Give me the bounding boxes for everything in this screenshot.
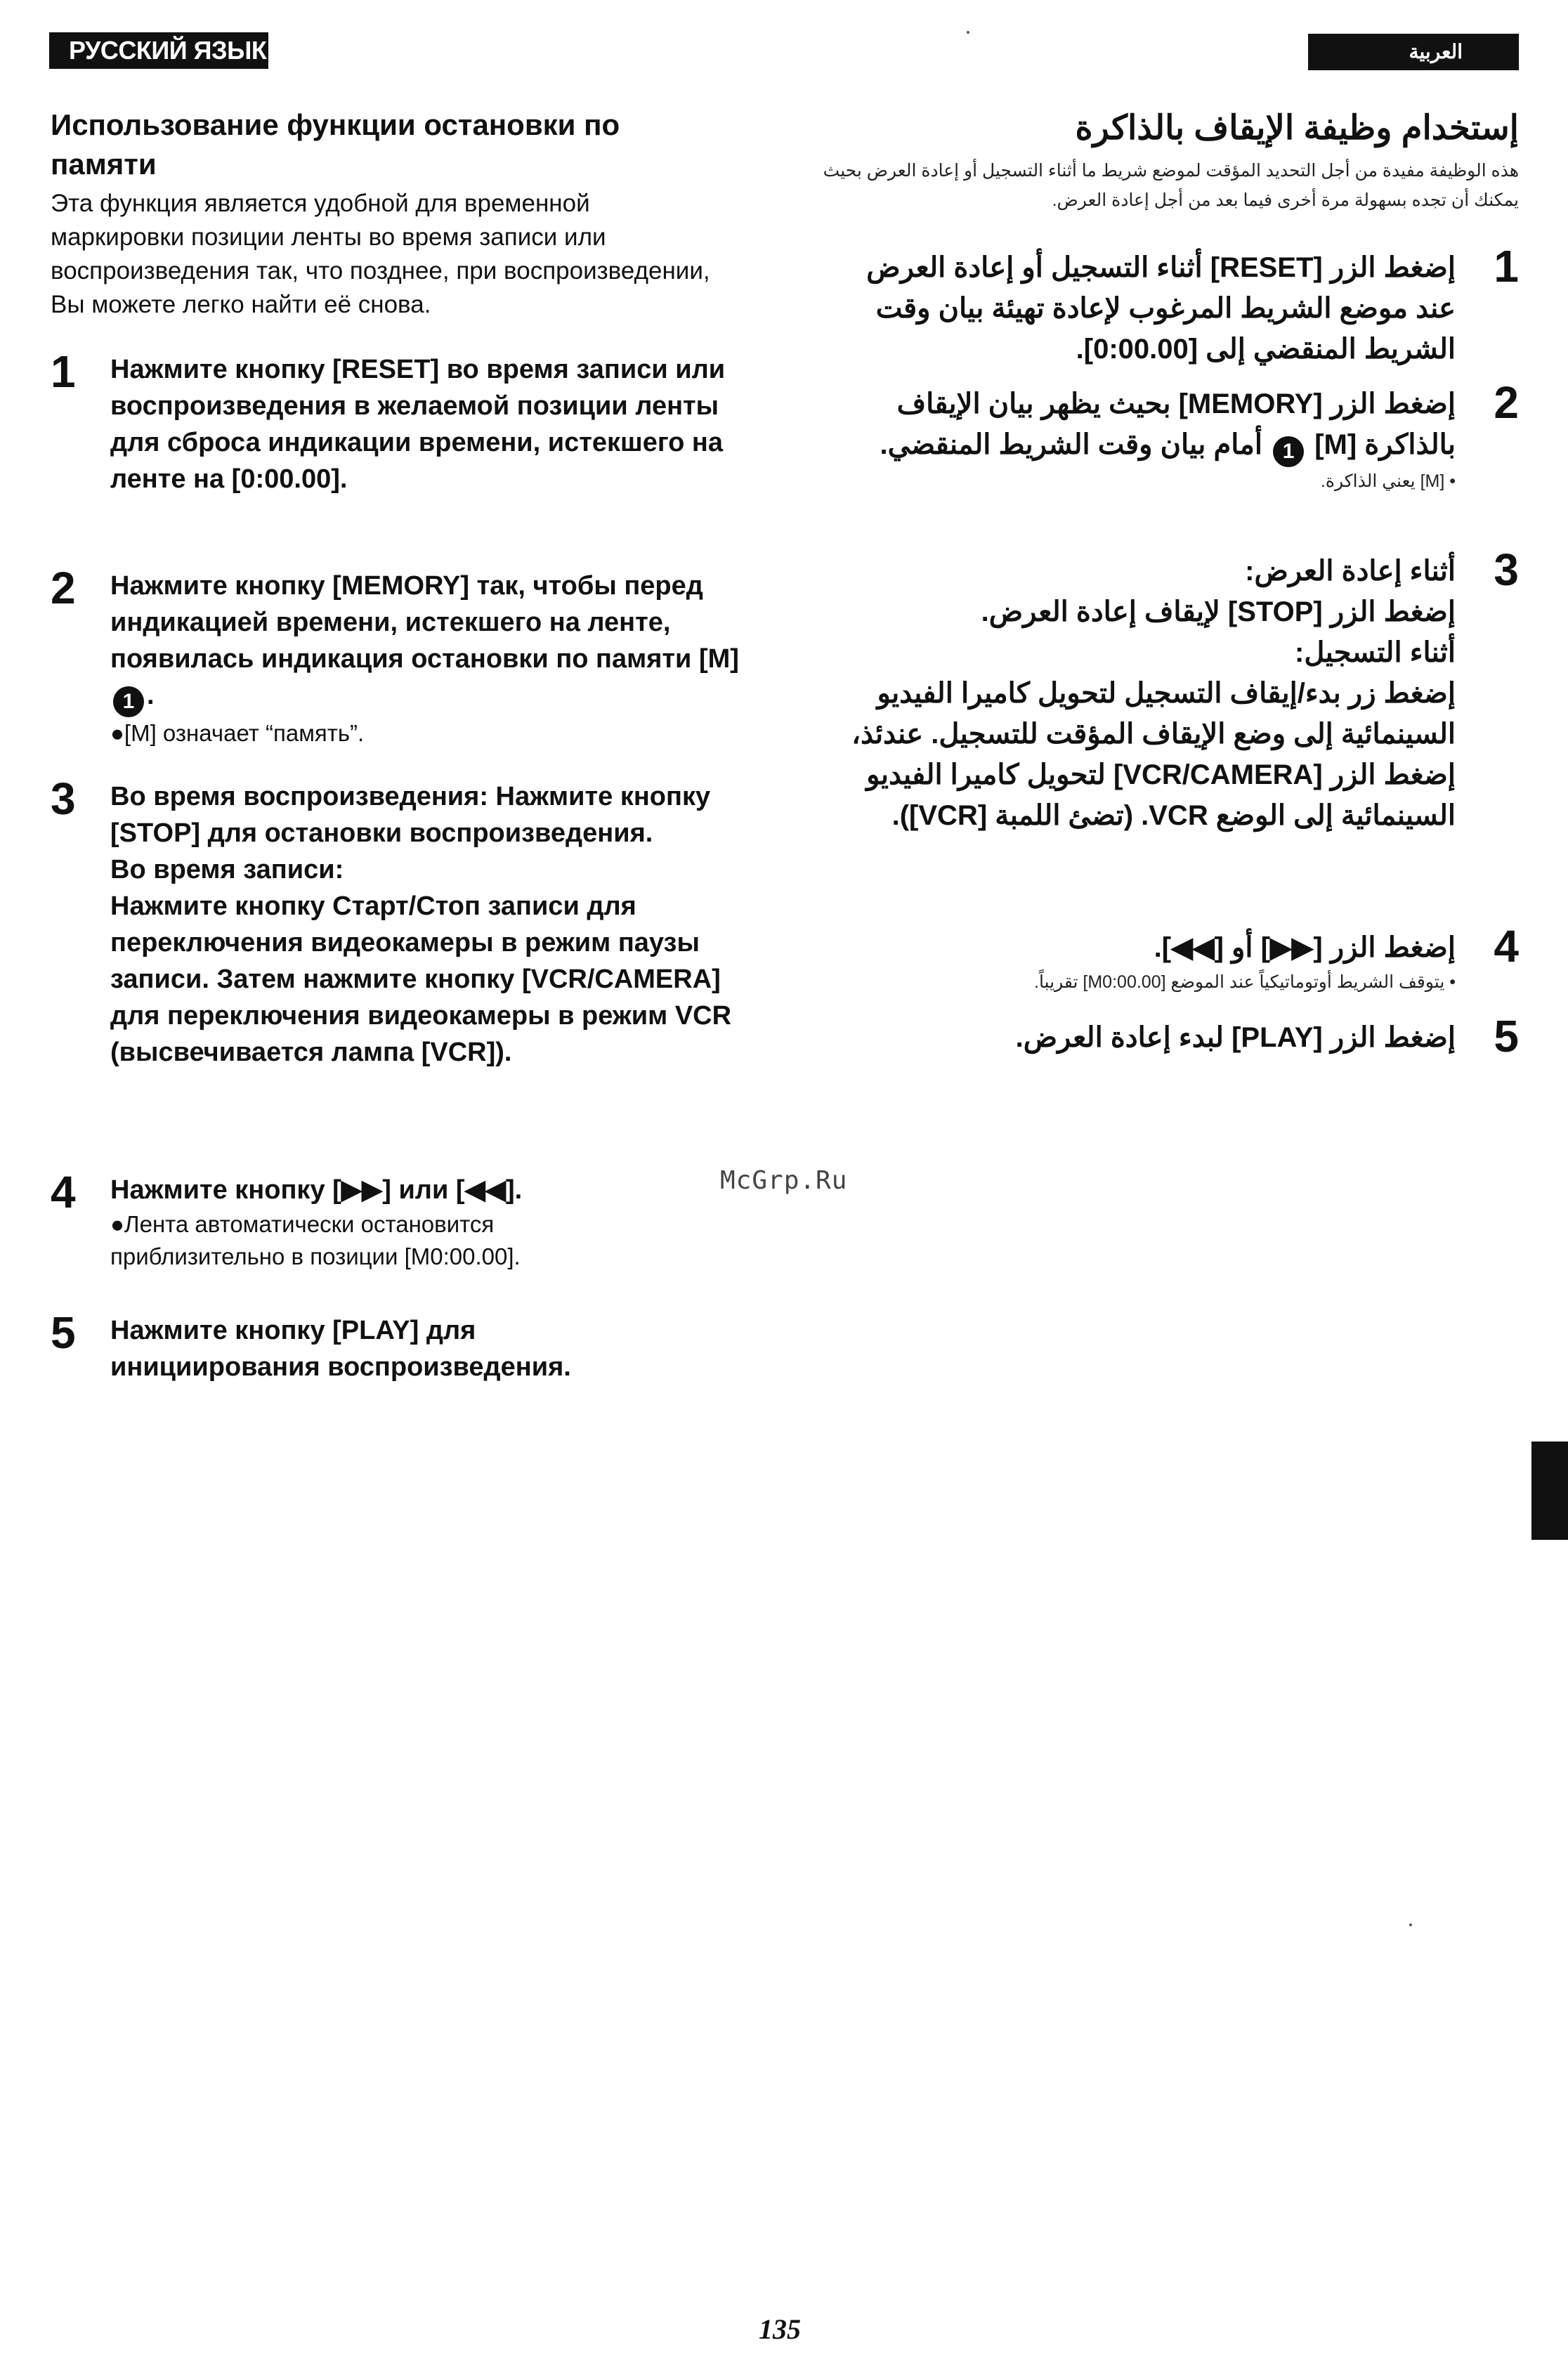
arabic-step-4 xyxy=(816,921,1519,996)
step-text: Нажмите кнопку [PLAY] для инициирования воспроизведения. xyxy=(110,1316,571,1382)
step-text-recording-heading: أثناء التسجيل: xyxy=(1295,637,1456,668)
russian-title: Использование функции остановки по памяти xyxy=(51,108,620,181)
scan-speck xyxy=(967,31,969,34)
step-text: Нажмите кнопку [RESET] во время записи или воспроизведения в желаемой позиции ленты для сброса индикации времени, истекшего на ленте на [0:00.00]. xyxy=(110,355,726,494)
russian-step-5 xyxy=(51,1307,753,1385)
step-number: 5 xyxy=(1494,1011,1519,1061)
step-number: 4 xyxy=(51,1167,76,1217)
russian-intro: Эта функция является удобной для временной маркировки позиции ленты во время записи или воспроизведения так, что позднее, при воспроизведении, Вы можете легко найти её снова. xyxy=(51,190,710,318)
arabic-section xyxy=(816,105,1519,215)
russian-section xyxy=(51,105,725,322)
russian-step-3 xyxy=(51,773,753,1071)
step-text-wrapper: Нажмите кнопку [MEMORY] так, чтобы перед индикацией времени, истекшего на ленте, появилась индикация остановки по памяти [M] 1 . xyxy=(110,568,753,717)
arabic-intro: هذه الوظيفة مفيدة من أجل التحديد المؤقت لموضع شريط ما أثناء التسجيل أو إعادة العرض بحيث يمكنك أن تجده بسهولة مرة أخرى فيما بعد من أجل إعادة العرض. xyxy=(823,161,1519,210)
step-number: 4 xyxy=(1494,921,1519,972)
step-note: ●[M] означает “память”. xyxy=(110,720,365,746)
step-text-playback: إضغط الزر [STOP] لإيقاف إعادة العرض. xyxy=(981,596,1456,627)
step-note: • [M] يعني الذاكرة. xyxy=(1320,471,1456,491)
arabic-step-1 xyxy=(816,241,1519,370)
scan-speck xyxy=(1409,1923,1412,1926)
arabic-step-3 xyxy=(816,544,1519,836)
step-number: 1 xyxy=(51,346,76,397)
page-number: 135 xyxy=(759,2313,801,2345)
step-text: Нажмите кнопку [▶▶] или [◀◀]. xyxy=(110,1175,523,1205)
step-text: إضغط الزر [PLAY] لبدء إعادة العرض. xyxy=(1015,1022,1456,1053)
arabic-title: إستخدام وظيفة الإيقاف بالذاكرة xyxy=(1075,110,1519,147)
russian-step-1 xyxy=(51,346,753,497)
step-text-continued: أمام بيان وقت الشريط المنقضي. xyxy=(880,429,1262,460)
step-number: 3 xyxy=(51,773,76,824)
step-text: إضغط الزر [RESET] أثناء التسجيل أو إعادة العرض عند موضع الشريط المرغوب لإعادة تهيئة بيان وقت الشريط المنقضي إلى [0:00.00]. xyxy=(866,252,1456,365)
step-number: 1 xyxy=(1494,241,1519,292)
language-tab-russian: РУССКИЙ ЯЗЫК xyxy=(49,32,268,69)
russian-step-2 xyxy=(51,563,753,750)
language-tab-arabic: العربية xyxy=(1308,34,1519,70)
edge-index-tab xyxy=(1531,1442,1568,1540)
step-number: 2 xyxy=(51,563,76,613)
step-text-wrapper xyxy=(851,384,1456,467)
marker-1-icon: 1 xyxy=(113,686,144,717)
step-number: 3 xyxy=(1494,544,1519,595)
step-note: • يتوقف الشريط أوتوماتيكياً عند الموضع [M0:00.00] تقريباً. xyxy=(1034,972,1456,992)
step-text: Нажмите кнопку [MEMORY] так, чтобы перед индикацией времени, истекшего на ленте, появилась индикация остановки по памяти [M] xyxy=(110,571,739,674)
step-text: إضغط الزر [▶▶] أو [◀◀]. xyxy=(1154,932,1456,963)
step-text-playback-heading: أثناء إعادة العرض: xyxy=(1245,556,1456,587)
step-text-recording: Нажмите кнопку Старт/Стоп записи для переключения видеокамеры в режим паузы записи. Затем нажмите кнопку [VCR/CAMERA] для переключения видеокамеры в режим VCR (высвечивается лампа [VCR]). xyxy=(110,891,732,1067)
step-text-recording-heading: Во время записи: xyxy=(110,855,344,884)
step-number: 5 xyxy=(51,1307,76,1358)
watermark: McGrp.Ru xyxy=(720,1166,848,1195)
step-text: Во время воспроизведения: Нажмите кнопку [STOP] для остановки воспроизведения. xyxy=(110,782,711,848)
arabic-step-5 xyxy=(816,1011,1519,1061)
step-note: ●Лента автоматически остановится приблизительно в позиции [M0:00.00]. xyxy=(110,1211,521,1269)
marker-1-icon: 1 xyxy=(1273,436,1304,467)
step-number: 2 xyxy=(1494,377,1519,428)
russian-step-4 xyxy=(51,1167,753,1273)
step-text: إضغط الزر [MEMORY] بحيث يظهر بيان الإيقاف بالذاكرة [M] xyxy=(896,388,1456,460)
step-text-recording: إضغط زر بدء/إيقاف التسجيل لتحويل كاميرا الفيديو السينمائية إلى وضع الإيقاف المؤقت للتسجيل. عندئذ، إضغط الزر [VCR/CAMERA] لتحويل كاميرا الفيديو السينمائية إلى الوضع VCR. (تضئ اللمبة [VCR]). xyxy=(851,678,1456,831)
arabic-step-2 xyxy=(816,377,1519,495)
